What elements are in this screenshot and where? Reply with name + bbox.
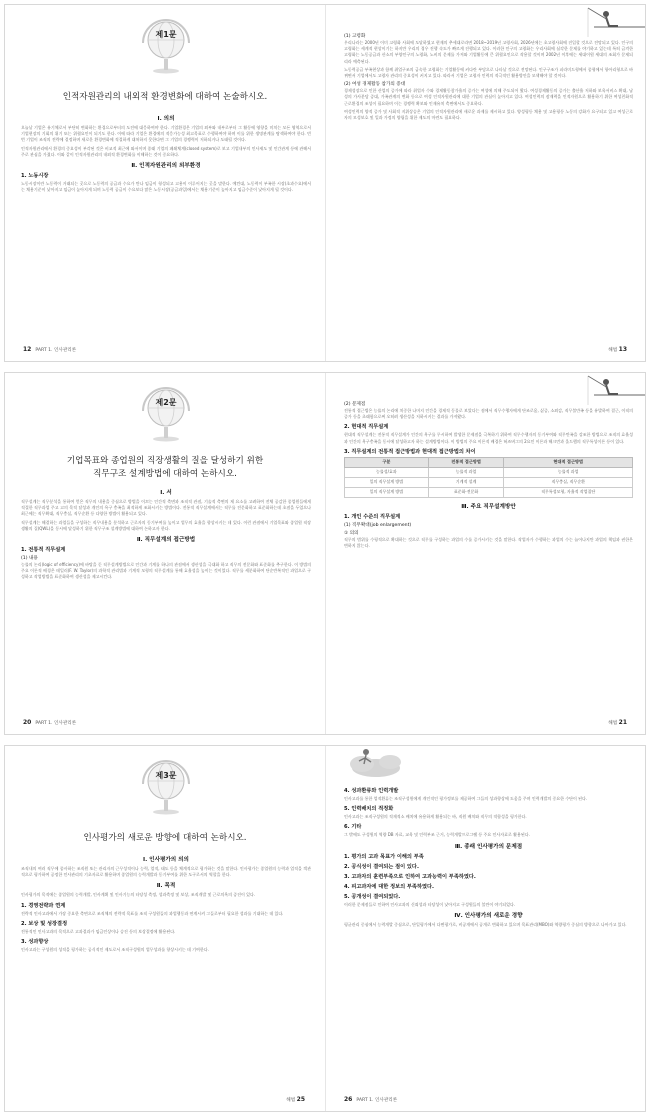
subsection-heading: 2. 보상 및 성장결정 [21,920,68,927]
table-row [345,467,633,477]
page-number: 25 [296,1096,305,1103]
paragraph: 경제성장으로 인한 산업의 증가에 따라 취업자 수와 경제활동참가율의 증가는 여성에 의해 주도되어 왔다. 여성경제활동의 증가는 출산율 저하와 보육서비스 확대, 남성의 가사분담 증대, 가족관계의 변화 등으로 여성 인적자원관리에 대한 기업의 관심이 높아지고 있다. 여성인력의 잠재력을 인적자원으로 활용하기 위한 여성친화적 근로환경의 조성이 필요하며 이는 경쟁력 확보와 인재유치 측면에서도 중요하다. [344,88,633,106]
item-heading: ① 의의 [344,530,359,536]
content-block [344,784,633,930]
footer-text: 해법 [608,348,618,353]
chapter-label: 제3문 [155,771,177,780]
paragraph: 여성인력의 양적 증가 및 사회적 지위상승은 기업의 인적자원관리에 새로운 과제를 제시하고 있다. 양성평등 채용 및 고용평등 노동의 강화가 요구되고 있고 여성근로자의 모성보호 및 일과 가정의 양립을 위한 제도의 마련도 필요하다. [344,108,633,121]
paragraph: 인사고과는 구성원의 성적을 평가하는 공식적인 제도로서 조직구성원의 업무성과를 향상시키는 데 기여한다. [21,947,209,953]
paragraph: 조직내의 여러 직무에 종사하는 조직원 또는 관리자의 근무성적이나 능력, 업적, 태도 등을 체계적으로 평가하는 것을 말한다. 인사평가는 종업원의 능력과 업적을 객관적으로 평가하여 공정한 인사관리의 기초자료로 활용하며 종업원의 능력개발과 동기부여를 위한 도구로서의 역할을 한다. [21,866,311,878]
column-header: 전통적 접근방법 [428,457,504,467]
section-heading: Ⅲ. 종래 인사평가의 문제점 [454,843,523,850]
paragraph: 우리나라는 2000년 이미 고령화 사회에 도달하였고 현재의 추세대로라면 2018~2019년 고령사회, 2026년에는 초고령사회에 진입할 것으로 전망되고 있다. 인구의 고령화는 세계적 현상이기는 하지만 우리의 경우 진행 속도가 빠르게 진행되고 있다. 이러한 인구의 고령화는 우리사회에 심각한 문제를 야기하고 있는데 특히 급격한 고령화는 노동공급과 산소의 부양인구의 노령화, 노비의 문제를 가져와 기업활동에 큰 위협요인으로 작용할 것이며 2002년 이후에는 세대이원 세대의 조회가 문제되리라 예측된다. [344,40,633,64]
paragraph: 전략적 인사고과에서 가장 중요한 측면으로 조직체의 전략적 목표를 조직 구성원들의 과업행동과 연계시켜 그들로부터 필요한 성과를 기대하는 데 있다. [21,910,284,916]
footer-text: PART 1. 인사관리론 [35,348,77,353]
paragraph: 그 밖에도 구성원의 역량 DB 자료, 교육 및 인력부조 근거, 능력개발프로그램 등 주요 인사자료로 활용된다. [344,832,530,838]
footer-text: 해법 [608,721,618,726]
paragraph: 현대적 직무설계는 전통적 직무설계가 인간의 욕구를 무시하여 발생한 문제점을 극복하기 위하여 직무수행자의 동기부여와 직무만족을 강조한 방법으로 조직의 효율성과 인간의 욕구충족을 동시에 달성하고자 하는 설계방법이다. 이 방법의 주요 이론적 배경은 허즈버그의 2요인 이론과 해크먼과 올드햄의 직무특성이론 등이 있다. [344,432,633,444]
subsection-heading: 2. 현대적 직무설계 [344,424,389,431]
table-cell: 직무충실, 직무순환 [504,477,633,487]
table-cell: 직무특성모형, 자율적 작업집단 [504,487,633,497]
subsection-heading: 3. 고과자의 훈련부족으로 인하여 고과능력이 부족하였다. [344,873,476,880]
page-13 [326,5,646,361]
content-block [344,31,633,123]
chapter-label: 제1문 [155,30,177,39]
table-row [345,487,633,497]
footer-text: 해법 [286,1098,296,1103]
table-cell: 표준화·전문화 [428,487,504,497]
page-12 [5,5,326,361]
content-block [21,111,311,195]
column-header: 현대적 접근방법 [504,457,633,467]
footer-text: PART 1. 인사관리론 [356,1098,398,1103]
globe-icon [135,754,197,816]
paragraph: 인적자원관리에서 환경의 중요성이 부각된 것은 비교적 최근에 와서이며 종래 기업의 폐쇄체계(closed system)로 보고 기업내부의 인사제도 및 인간관계 등에 관해서 주로 관심을 가졌다. 이와 같이 인적자원관리의 내외적 환경변화를 이해하는 것이 중요하다. [21,145,311,157]
paragraph: 전통적 접근법은 능률의 논리에 치중한 나머지 인간을 경제적 동물로 보았다는 점에서 직무수행자에게 단조로움, 싫증, 소외감, 직무불만족 등을 유발하여 결근, 이직의 증가 등을 초래함으로써 오히려 생산성을 저하시키는 결과를 가져왔다. [344,408,633,420]
subsection-heading: 5. 공개성이 결여되었다. [344,893,401,900]
content-block [21,485,311,583]
spread-2 [4,372,646,735]
footer [23,346,76,353]
content-block [344,399,633,551]
paragraph: 능률의 논리(logic of efficiency)에 바탕을 둔 직무설계방법으로 인간과 기계를 하나의 관점에서 생산성을 극대화 하고 직무의 전문화와 표준화를 추구한다. 이 방법의 주요 이론적 배경은 테일러(F. W. Taylor)의 과학적 관리법과 기계적 모형의 직무설계를 통해 효율성을 높이는 것이었다. 직무를 세분화하여 단순반복적인 과업으로 구성하고 작업방법을 표준화하여 생산성을 제고시킨다. [21,562,311,580]
spread-3 [4,745,646,1112]
footer-text: PART 1. 인사관리론 [35,721,77,726]
footer [23,719,76,726]
section-heading: Ⅱ. 목적 [156,883,176,890]
chapter-title-line-2: 직무구조 설계방법에 대하여 논하시오. [93,469,237,479]
item-heading: (2) 문제점 [344,402,366,407]
page-number: 13 [618,346,627,353]
item-heading: (1) 내용 [21,556,38,562]
paragraph: 인사평가의 목적에는 종업원의 능력개발, 인사계획 및 인사기능의 타당성 측정, 성과측정 및 보상, 조직개발 및 근로의욕의 증진이 있다. [21,892,256,898]
cloud-figure-illustration [326,746,646,786]
subsection-heading: 6. 기타 [344,824,362,831]
chapter-title: 인사평가의 새로운 방향에 대하여 논하시오. [83,833,247,843]
table-cell: 일의 직무설계 방법 [345,487,429,497]
subsection-heading: 1. 노동시장 [21,173,49,180]
item-heading: (1) 직무확대(job enlargement) [344,522,412,528]
page-25 [5,746,326,1111]
paragraph: 이러한 문제점들로 인하여 인사고과의 신뢰성과 타당성이 낮아지고 구성원들의 불만이 야기되었다. [344,901,516,907]
chapter-title [21,455,309,481]
page-number: 26 [344,1096,353,1103]
subsection-heading: 1. 평가의 고과 목표가 이해의 부족 [344,853,424,860]
paragraph: 인사고과를 통한 업적환류는 조직구성원에게 개인적인 평가정보를 제공하여 그들의 성과향상에 도움을 주며 인력개발의 중요한 수단이 된다. [344,796,588,801]
chapter-label: 제2문 [155,398,177,407]
paragraph: 노동력공급 부족현상과 함께 취업구조의 급속한 고령화는 기업활동에 커다란 부담으로 나타날 것으로 전망된다. 인구구조가 피라미드형에서 종형에서 항아리형으로 바뀌면서 기업에서도 고령자 관리의 중요성이 커지고 있다. 따라서 기업은 고령자 인력의 적극적인 활용방안을 모색해야 할 것이다. [344,66,633,79]
globe-icon [135,381,197,443]
subsection-heading: 1. 경영전략과 연계 [21,902,66,909]
page-26 [326,746,646,1111]
table-cell: 능률성/효과 [345,467,429,477]
section-heading: Ⅰ. 의의 [157,116,175,122]
paragraph: 오늘날 기업은 유기체로서 부단히 변화하는 환경으로부터의 도전에 대응하여야 한다. 기업환경은 기업의 외부와 내부로부터 그 활동에 영향을 미치는 모든 영역으로서 기업현장의 기회의 위기 또는 위협요인이 되기도 한다. 이에 따라 기업은 환경에의 적응가능성 최고목표로 수행하여야 하며 이를 위한 생명관계를 탐색하여야 한다. 빈번 기업이 조직의 전략에 결정하며 새로운 환경변화에 적절하게 대처하지 못한다면 그 기업의 경쟁력이 저하되거나 도태될 것이다. [21,125,311,143]
content-block [21,852,311,955]
footer [286,1096,309,1103]
page-21 [326,373,646,734]
footer [608,719,631,726]
footer [344,1096,397,1103]
globe-icon [135,13,197,75]
table-cell: 능률적 과업 [504,467,633,477]
paragraph: 직무의 범위를 수평적으로 확대하는 것으로 직무를 구성하는 과업의 수를 증가시키는 것을 말한다. 작업자가 수행하는 과업의 수는 늘어나지만 과업의 책임과 권한은 변하지 않는다. [344,536,633,549]
subsection-heading: 1. 개인 수준의 직무설계 [344,513,401,520]
subsection-heading: 3. 직무설계의 전통적 접근방법과 현대적 접근방법의 차이 [344,448,476,455]
paragraph: 노동시장이란 노동력이 거래되는 곳으로 노동력의 공급과 수요가 만나 임금이 형성되고 고용이 이루어지는 곳을 말한다. 예컨대, 노동력이 부족한 시장(초과수요)에서는 채용기준이 낮아지고 임금이 높아지게 되며 노동력 공급이 수요보다 많은 노동시장(공급과잉)에서는 채용기준이 높아지고 임금수준이 낮아지게 될 것이다. [21,181,311,193]
chapter-title: 인적자원관리의 내외적 환경변화에 대하여 논술하시오. [62,92,268,102]
footer [608,346,631,353]
subsection-heading: 4. 피고과자에 대한 정보의 부족하였다. [344,883,434,890]
chapter-title-line-1: 기업목표와 종업원의 직장생활의 질을 달성하기 위한 [66,456,264,466]
table-row [345,477,633,487]
section-heading: Ⅱ. 인적자원관리의 외부환경 [131,163,201,170]
item-heading: (2) 여성 경제활동 참가의 증대 [344,82,406,88]
section-heading: Ⅱ. 직무설계의 접근방법 [136,537,196,544]
paragraph: 평균관리 중심에서 능력개발 중심으로, 단일평가에서 다면평가로, 비공개에서 공개로 변화하고 있으며 목표관리(MBO)와 역량평가 중심의 방향으로 나아가고 있다. [344,921,627,927]
subsection-heading: 1. 전통적 직무설계 [21,547,66,554]
section-heading: Ⅰ. 서 [160,490,172,496]
subsection-heading: 3. 성과향상 [21,939,49,946]
item-heading: (1) 고령화 [344,34,366,39]
table-cell: 일의 직무설계 방법 [345,477,429,487]
subsection-heading: 5. 인력배치의 적정화 [344,806,394,813]
comparison-table [344,457,633,498]
paragraph: 인사고과는 조직구성원의 적재적소 배치에 유용하게 활용되는 바, 직원 배치와 직무의 적합성을 평가한다. [344,814,527,820]
table-header-row [345,457,633,467]
page-20 [5,373,326,734]
paragraph: 직무설계는 직무분석을 통하여 얻은 직무의 내용을 중심으로 방법을 이끄는 인간적 측면과 조직적 관점, 기술적 측면의 제 요소를 고려하여 전체 공감한 종업원들에게 적절한 직무과업 주고 고의 목적 달성과 개인의 욕구 충족을 최적하게 조화시키는 방법이다. 전통적 직무설계에서는 직무를 전문화하고 표준화하는데 초점을 두었으나 최근에는 직무확대, 직무충실, 직무순환 등 다양한 방법이 활용되고 있다. [21,499,311,517]
table-cell: 능률적 과업 [428,467,504,477]
table-cell: 기계적 설계 [428,477,504,487]
subsection-heading: 2. 공식성이 결여되는 점이 있다. [344,863,419,870]
spread-1 [4,4,646,362]
page-number: 21 [618,719,627,726]
page-number: 12 [23,346,32,353]
page-number: 20 [23,719,32,726]
column-header: 구분 [345,457,429,467]
subsection-heading: 4. 성과환류와 인력개발 [344,788,399,794]
section-heading: Ⅳ. 인사평가의 새로운 경향 [454,912,523,919]
section-heading: Ⅰ. 인사평가의 의의 [143,857,189,863]
section-heading: Ⅲ. 주요 직무설계방안 [461,503,516,510]
paragraph: 직무설계는 해결하는 과업들을 구성하는 직무내용을 분석하고 근로자의 동기부여를 높이고 업무의 효율을 향상시키는 데 있다. 이런 관점에서 기업목표와 종업원 직장생활의 질(QWL)을 동시에 달성하기 위한 직무구조 설계방법에 대하여 논하고자 한다. [21,519,311,531]
paragraph: 전통적인 인사고과의 목적으로 고과결과가 임금인상이나 승진 등의 보상결정에 활용된다. [21,928,176,934]
